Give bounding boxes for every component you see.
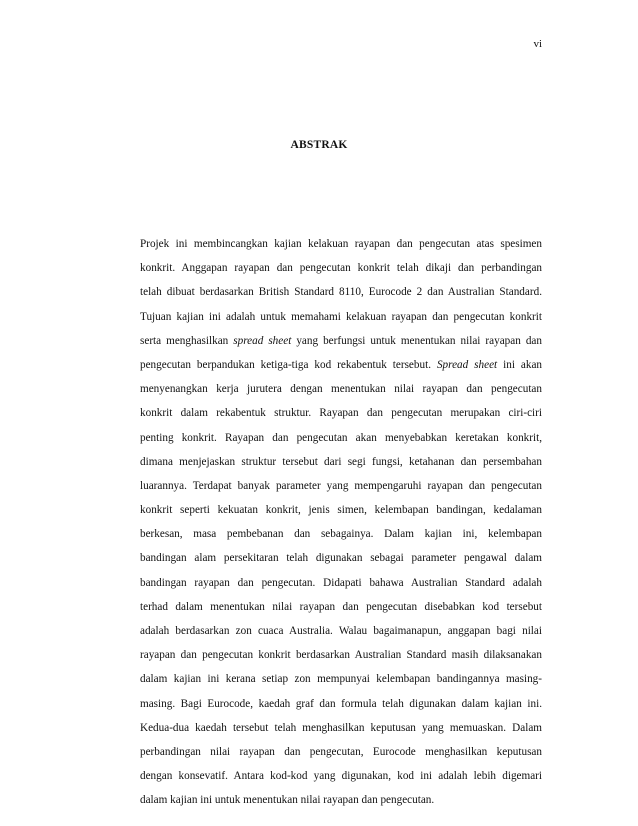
- abstract-line: dengan konsevatif. Antara kod-kod yang digunakan, kod ini adalah lebih digemari: [140, 770, 542, 783]
- page-number: vi: [533, 38, 542, 50]
- abstract-line: penting konkrit. Rayapan dan pengecutan akan menyebabkan keretakan konkrit,: [140, 431, 542, 444]
- page-title: ABSTRAK: [290, 139, 348, 151]
- abstract-text-segment: serta menghasilkan: [140, 334, 234, 347]
- abstract-text-segment: ini akan: [497, 358, 543, 371]
- abstract-line: rayapan dan pengecutan konkrit berdasarkan Australian Standard masih dilaksanakan: [140, 649, 542, 662]
- abstract-text-segment: yang berfungsi untuk menentukan nilai rayapan dan: [291, 334, 542, 347]
- abstract-line: telah dibuat berdasarkan British Standard 8110, Eurocode 2 dan Australian Standard.: [140, 286, 542, 299]
- abstract-line: dimana menjejaskan struktur tersebut dari segi fungsi, ketahanan dan persembahan: [140, 455, 542, 468]
- abstract-line: konkrit dalam rekabentuk struktur. Rayapan dan pengecutan merupakan ciri-ciri: [140, 407, 542, 420]
- italic-term: spread sheet: [233, 334, 292, 347]
- abstract-line: terhad dalam menentukan nilai rayapan dan pengecutan disebabkan kod tersebut: [140, 600, 542, 613]
- abstract-line: Tujuan kajian ini adalah untuk memahami kelakuan rayapan dan pengecutan konkrit: [140, 310, 542, 323]
- abstract-line: [140, 353, 542, 377]
- abstract-line: bandingan alam persekitaran telah digunakan sebagai parameter pengawal dalam: [140, 552, 542, 565]
- abstract-line: dalam kajian ini kerana setiap zon mempunyai kelembapan bandingannya masing-: [140, 673, 542, 686]
- italic-term: Spread sheet: [436, 358, 498, 371]
- abstract-line: konkrit seperti kekuatan konkrit, jenis simen, kelembapan bandingan, kedalaman: [140, 504, 542, 517]
- abstract-line: luarannya. Terdapat banyak parameter yang mempengaruhi rayapan dan pengecutan: [140, 479, 542, 492]
- abstract-line: bandingan rayapan dan pengecutan. Didapati bahawa Australian Standard adalah: [140, 576, 542, 589]
- abstract-line: [140, 329, 542, 353]
- abstract-line: masing. Bagi Eurocode, kaedah graf dan formula telah digunakan dalam kajian ini.: [140, 697, 542, 710]
- abstract-line: konkrit. Anggapan rayapan dan pengecutan konkrit telah dikaji dan perbandingan: [140, 262, 542, 275]
- abstract-line-final: dalam kajian ini untuk menentukan nilai rayapan dan pengecutan.: [140, 794, 435, 807]
- abstract-line: Kedua-dua kaedah tersebut telah menghasilkan keputusan yang memuaskan. Dalam: [140, 721, 542, 734]
- abstract-line: menyenangkan kerja jurutera dengan menentukan nilai rayapan dan pengecutan: [140, 383, 542, 396]
- abstract-line: adalah berdasarkan zon cuaca Australia. Walau bagaimanapun, anggapan bagi nilai: [140, 625, 542, 637]
- abstract-text-segment: pengecutan berpandukan ketiga-tiga kod rekabentuk tersebut.: [140, 358, 437, 371]
- abstract-line: perbandingan nilai rayapan dan pengecutan, Eurocode menghasilkan keputusan: [140, 745, 542, 758]
- abstract-paragraph: [140, 232, 542, 813]
- abstract-line: Projek ini membincangkan kajian kelakuan rayapan dan pengecutan atas spesimen: [140, 238, 542, 250]
- abstract-line: berkesan, masa pembebanan dan sebagainya. Dalam kajian ini, kelembapan: [140, 528, 542, 541]
